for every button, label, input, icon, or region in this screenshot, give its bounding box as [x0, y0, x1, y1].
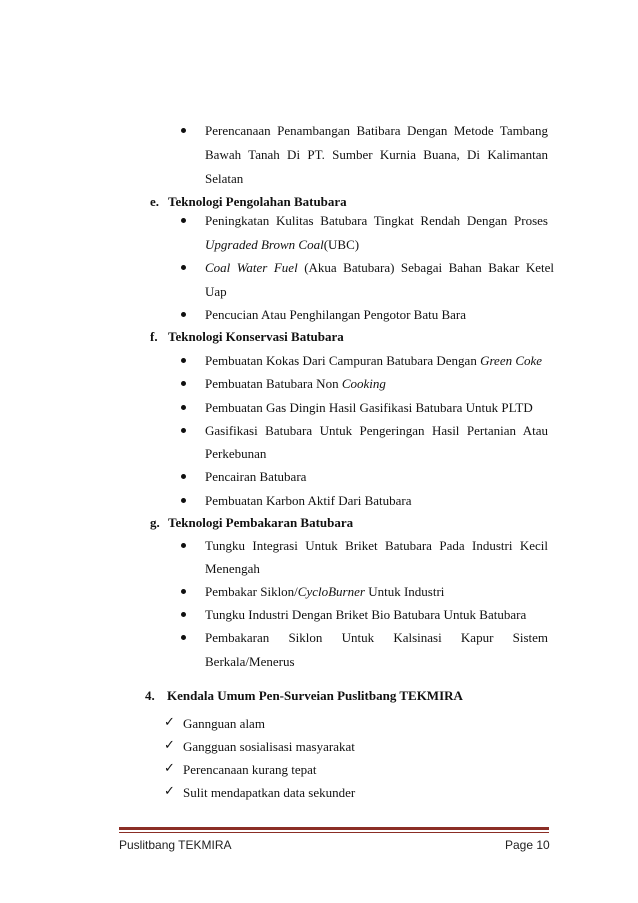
list-item: Pembuatan Karbon Aktif Dari Batubara — [205, 493, 412, 508]
italic-term: Green Coke — [480, 353, 543, 368]
bullet-icon — [181, 381, 186, 386]
checklist-item: Gannguan alam — [183, 716, 265, 731]
bullet-icon — [181, 474, 186, 479]
list-item: Pencairan Batubara — [205, 469, 307, 484]
bullet-icon — [181, 405, 186, 410]
list-item-continuation: Perkebunan — [205, 446, 267, 461]
checkmark-icon: ✓ — [164, 715, 175, 730]
list-item: Tungku Integrasi Untuk Briket Batubara Pada Industri Kecil — [205, 538, 548, 553]
list-item — [205, 353, 548, 369]
bullet-icon — [181, 635, 186, 640]
bullet-icon — [181, 428, 186, 433]
bullet-icon — [181, 265, 186, 270]
checkmark-icon: ✓ — [164, 738, 175, 753]
checklist-item: Gangguan sosialisasi masyarakat — [183, 739, 355, 754]
section-letter: f. — [150, 329, 158, 344]
list-item-continuation: Selatan — [205, 171, 244, 186]
section-letter: g. — [150, 515, 160, 530]
text-fragment: (Akua Batubara) Sebagai Bahan Bakar Ketel — [297, 260, 554, 275]
checklist-item: Perencanaan kurang tepat — [183, 762, 317, 777]
list-item: Pencucian Atau Penghilangan Pengotor Batu Bara — [205, 307, 467, 322]
list-item-continuation: Bawah Tanah Di PT. Sumber Kurnia Buana, Di Kalimantan — [205, 147, 548, 162]
footer-rule-thin — [119, 832, 549, 833]
section-letter: e. — [150, 194, 160, 209]
list-item-continuation — [205, 237, 548, 253]
text-fragment: (UBC) — [323, 237, 360, 252]
text-fragment: Pembuatan Kokas Dari Campuran Batubara Dengan — [205, 353, 481, 368]
list-item: Gasifikasi Batubara Untuk Pengeringan Hasil Pertanian Atau — [205, 423, 548, 438]
list-item — [205, 376, 548, 392]
bullet-icon — [181, 498, 186, 503]
bullet-icon — [181, 612, 186, 617]
bullet-icon — [181, 312, 186, 317]
text-fragment: Pembuatan Batubara Non — [205, 376, 342, 391]
list-item: Tungku Industri Dengan Briket Bio Batubara Untuk Batubara — [205, 607, 527, 622]
text-fragment: Pembakar Siklon/ — [205, 584, 298, 599]
checkmark-icon: ✓ — [164, 761, 175, 776]
section-heading: Teknologi Konservasi Batubara — [168, 329, 344, 344]
list-item: Pembuatan Gas Dingin Hasil Gasifikasi Batubara Untuk PLTD — [205, 400, 533, 415]
section-heading: Kendala Umum Pen-Surveian Puslitbang TEKMIRA — [167, 688, 463, 703]
list-item-continuation: Uap — [205, 284, 227, 299]
bullet-icon — [181, 543, 186, 548]
section-heading: Teknologi Pembakaran Batubara — [168, 515, 354, 530]
list-item — [205, 260, 554, 276]
list-item: Pembakaran Siklon Untuk Kalsinasi Kapur Sistem — [205, 630, 548, 645]
italic-term: Coal Water Fuel — [205, 260, 298, 275]
list-item-continuation: Berkala/Menerus — [205, 654, 295, 669]
text-fragment: Untuk Industri — [364, 584, 445, 599]
section-number: 4. — [145, 688, 155, 703]
bullet-icon — [181, 589, 186, 594]
bullet-icon — [181, 218, 186, 223]
footer-left: Puslitbang TEKMIRA — [119, 838, 232, 852]
section-heading: Teknologi Pengolahan Batubara — [168, 194, 347, 209]
italic-term: Upgraded Brown Coal — [205, 237, 324, 252]
list-item: Peningkatan Kulitas Batubara Tingkat Rendah Dengan Proses — [205, 213, 548, 228]
list-item-continuation: Menengah — [205, 561, 260, 576]
footer-rule — [119, 827, 549, 830]
list-item — [205, 584, 548, 600]
bullet-icon — [181, 358, 186, 363]
italic-term: CycloBurner — [297, 584, 365, 599]
checklist-item: Sulit mendapatkan data sekunder — [183, 785, 356, 800]
page-number: Page 10 — [505, 838, 550, 852]
checkmark-icon: ✓ — [164, 784, 175, 799]
bullet-icon — [181, 128, 186, 133]
italic-term: Cooking — [341, 376, 386, 391]
list-item: Perencanaan Penambangan Batibara Dengan Metode Tambang — [205, 123, 548, 138]
